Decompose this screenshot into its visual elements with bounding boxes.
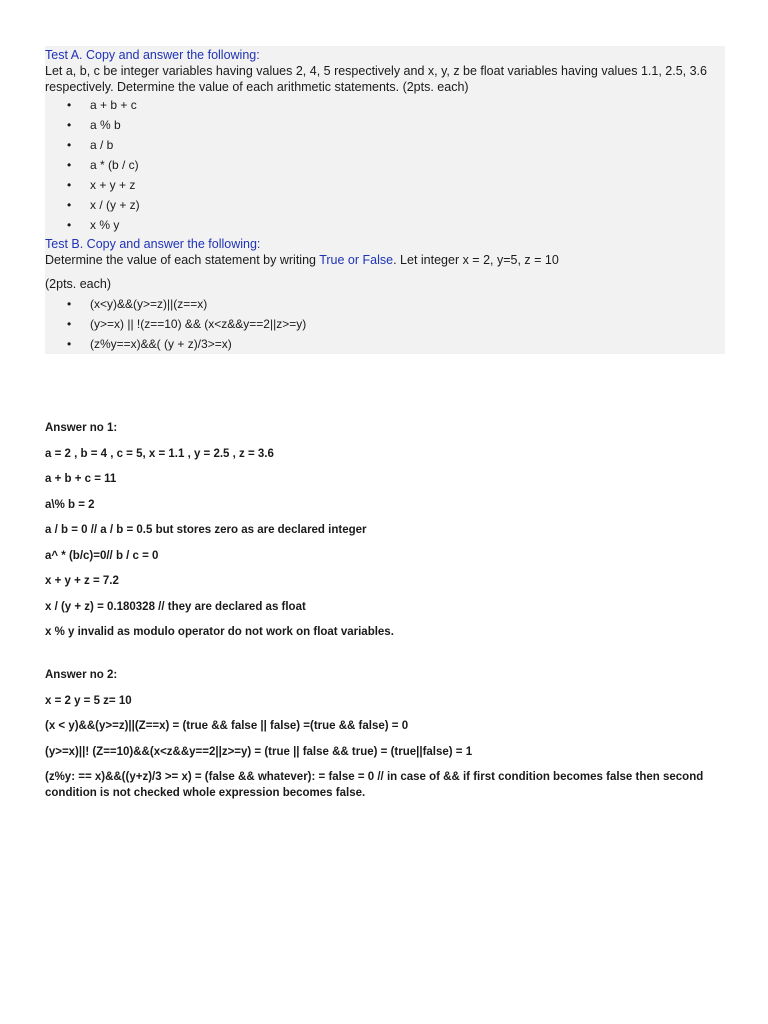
answer-line: a\% b = 2 — [45, 498, 95, 511]
answer-line: x / (y + z) = 0.180328 // they are declared as float — [45, 600, 306, 613]
answers-section — [45, 420, 725, 801]
bullet-icon: • — [67, 138, 72, 152]
answer-1-heading: Answer no 1: — [45, 422, 118, 434]
list-item: • x / (y + z) — [45, 195, 725, 215]
answer-line: x + y + z = 7.2 — [45, 575, 119, 587]
test-b-description: Determine the value of each statement by writing True or False. Let integer x = 2, y=5, z = 10 — [45, 253, 559, 267]
answer-line: (y>=x)||! (Z==10)&&(x<z&&y==2||z>=y) = (true || false && true) = (true||false) = 1 — [45, 745, 473, 758]
list-item: • a / b — [45, 135, 725, 155]
list-item: • x + y + z — [45, 175, 725, 195]
true-false-highlight: True or False — [319, 253, 394, 267]
bullet-icon: • — [67, 178, 72, 192]
bullet-icon: • — [67, 317, 72, 331]
list-item: • a + b + c — [45, 95, 725, 115]
answer-line: a / b = 0 // a / b = 0.5 but stores zero as are declared integer — [45, 524, 367, 536]
answer-line: (z%y: == x)&&((y+z)/3 >= x) = (false && whatever): = false = 0 // in case of && if first condition becomes false then second condition is not checked whole expression becomes false. — [45, 771, 704, 799]
test-a-description: Let a, b, c be integer variables having values 2, 4, 5 respectively and x, y, z be float variables having values 1.1, 2.5, 3.6 respectively. Determine the value of each arithmetic statements. (2pts. each) — [45, 64, 707, 94]
bullet-icon: • — [67, 118, 72, 132]
test-b-list — [45, 294, 725, 354]
test-b-title: Test B. Copy and answer the following: — [45, 237, 261, 251]
test-a-title: Test A. Copy and answer the following: — [45, 48, 260, 62]
list-item: • (y>=x) || !(z==10) && (x<z&&y==2||z>=y) — [45, 314, 725, 334]
answer-line: a + b + c = 11 — [45, 473, 117, 485]
answer-line: x = 2 y = 5 z= 10 — [45, 694, 132, 707]
test-b-points: (2pts. each) — [45, 277, 112, 291]
list-item: • a * (b / c) — [45, 155, 725, 175]
answer-line: a = 2 , b = 4 , c = 5, x = 1.1 , y = 2.5 , z = 3.6 — [45, 447, 274, 460]
answer-line: a^ * (b/c)=0// b / c = 0 — [45, 549, 159, 562]
document-page — [45, 46, 725, 354]
bullet-icon: • — [67, 337, 72, 351]
test-a-section — [45, 46, 725, 95]
bullet-icon: • — [67, 198, 72, 212]
test-a-list — [45, 95, 725, 235]
answer-line: (x < y)&&(y>=z)||(Z==x) = (true && false || false) =(true && false) = 0 — [45, 720, 409, 732]
list-item: • a % b — [45, 115, 725, 135]
bullet-icon: • — [67, 98, 72, 112]
bullet-icon: • — [67, 297, 72, 311]
answer-2-heading: Answer no 2: — [45, 669, 118, 681]
test-b-section — [45, 235, 725, 294]
answer-line: x % y invalid as modulo operator do not work on float variables. — [45, 626, 394, 638]
list-item: • x % y — [45, 215, 725, 235]
bullet-icon: • — [67, 218, 72, 232]
list-item: • (x<y)&&(y>=z)||(z==x) — [45, 294, 725, 314]
list-item: • (z%y==x)&&( (y + z)/3>=x) — [45, 334, 725, 354]
bullet-icon: • — [67, 158, 72, 172]
